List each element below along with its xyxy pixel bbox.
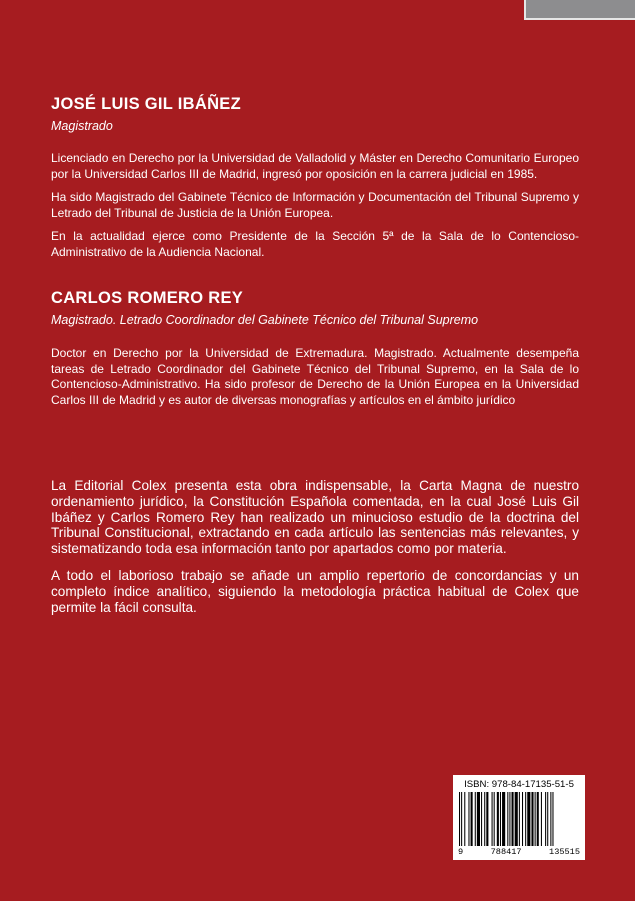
author-name: CARLOS ROMERO REY	[51, 289, 244, 307]
barcode-bar	[545, 792, 546, 846]
author-role: Magistrado. Letrado Coordinador del Gabinete Técnico del Tribunal Supremo	[51, 313, 479, 327]
barcode-bar	[492, 792, 493, 846]
author-section-gil-ibanez	[51, 94, 579, 261]
barcode-bar	[461, 792, 462, 846]
book-synopsis	[51, 478, 579, 615]
isbn-label: ISBN: 978-84-17135-51-5	[464, 779, 574, 790]
corner-tab	[524, 0, 635, 20]
author-bio-paragraph: Ha sido Magistrado del Gabinete Técnico de Información y Documentación del Tribunal Supremo y Letrado del Tribunal de Justicia de la Unión Europea.	[51, 190, 579, 220]
barcode-digits	[458, 847, 580, 857]
barcode-bar	[522, 792, 523, 846]
barcode-bar	[509, 792, 510, 846]
barcode-digit-group: 788417	[490, 847, 522, 857]
author-section-romero-rey	[51, 288, 579, 408]
barcode-bar	[494, 792, 495, 846]
author-name: JOSÉ LUIS GIL IBÁÑEZ	[51, 95, 241, 113]
barcode-bar	[486, 792, 488, 846]
barcode-bar	[525, 792, 526, 846]
barcode-bar	[502, 792, 505, 846]
barcode-bar	[531, 792, 533, 846]
barcode-bar	[497, 792, 499, 846]
barcode-bar	[537, 792, 539, 846]
barcode-bar	[552, 792, 553, 846]
barcode-bars-icon	[458, 792, 580, 846]
author-bio-paragraph: En la actualidad ejerce como Presidente de la Sección 5ª de la Sala de lo Contencioso-Administrativo de la Audiencia Nacional.	[51, 229, 579, 259]
barcode-bar	[512, 792, 514, 846]
barcode-bar	[527, 792, 530, 846]
barcode-bar	[507, 792, 508, 846]
barcode-bar	[477, 792, 480, 846]
barcode-bar	[459, 792, 460, 846]
barcode-bar	[475, 792, 476, 846]
barcode-bar	[519, 792, 520, 846]
barcode-bar	[464, 792, 465, 846]
barcode-bar	[500, 792, 501, 846]
barcode-bar	[541, 792, 542, 846]
barcode-digit-group: 135515	[549, 847, 580, 857]
barcode-bar	[547, 792, 548, 846]
synopsis-paragraph: La Editorial Colex presenta esta obra indispensable, la Carta Magna de nuestro ordenamiento jurídico, la Constitución Española comentada, en la cual José Luis Gil Ibáñez y Carlos Romero Rey han realizado un minucioso estudio de la doctrina del Tribunal Constitucional, extractando en cada artículo las sentencias más relevantes, y sistematizando toda esa información tanto por apartados como por materia.	[51, 478, 579, 557]
author-bio-paragraph: Doctor en Derecho por la Universidad de Extremadura. Magistrado. Actualmente desempeña tareas de Letrado Coordinador del Gabinete Técnico del Tribunal Supremo, en la Sala de lo Contencioso-Administrativo. Ha sido profesor de Derecho de la Unión Europea en la Universidad Carlos III de Madrid y es autor de diversas monografías y artículos en el ámbito jurídico	[51, 346, 579, 407]
barcode-bar	[484, 792, 485, 846]
isbn-barcode	[453, 775, 585, 860]
barcode-bar	[515, 792, 518, 846]
barcode-bar	[550, 792, 551, 846]
barcode-bar	[468, 792, 469, 846]
author-role: Magistrado	[51, 119, 113, 133]
barcode-bar	[471, 792, 473, 846]
barcode-bar	[481, 792, 482, 846]
barcode-bar	[535, 792, 536, 846]
barcode-digit-lead: 9	[458, 847, 464, 857]
synopsis-paragraph: A todo el laborioso trabajo se añade un amplio repertorio de concordancias y un completo índice analítico, siguiendo la metodología práctica habitual de Colex que permite la fácil consulta.	[51, 567, 579, 615]
author-bio-paragraph: Licenciado en Derecho por la Universidad de Valladolid y Máster en Derecho Comunitario Europeo por la Universidad Carlos III de Madrid, ingresó por oposición en la carrera judicial en 1985.	[51, 151, 579, 181]
